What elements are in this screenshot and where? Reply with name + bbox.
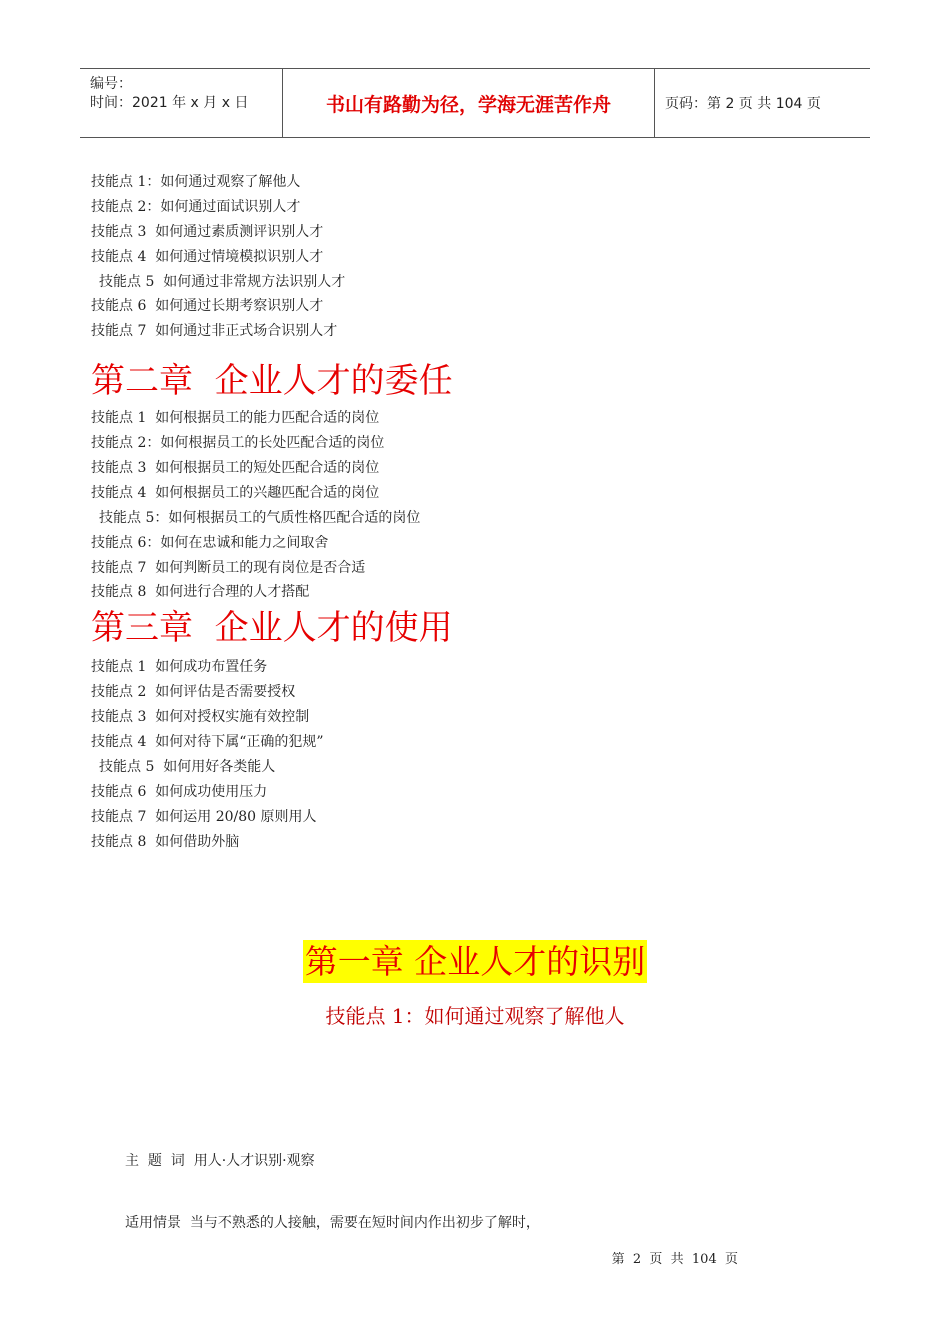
header-page-info: 页码：第 2 页 共 104 页 bbox=[665, 96, 821, 112]
page-footer: 第 2 页 共 104 页 bbox=[611, 1252, 738, 1267]
toc-item: 技能点 2：如何根据员工的长处匹配合适的岗位 bbox=[91, 435, 385, 452]
toc-item: 技能点 1 如何根据员工的能力匹配合适的岗位 bbox=[91, 410, 380, 427]
toc-item: 技能点 5：如何根据员工的气质性格匹配合适的岗位 bbox=[99, 509, 421, 526]
toc-item: 技能点 2 如何评估是否需要授权 bbox=[91, 684, 296, 701]
toc-item: 技能点 4 如何通过情境模拟识别人才 bbox=[91, 248, 324, 265]
toc-item: 技能点 6 如何通过长期考察识别人才 bbox=[91, 298, 324, 315]
toc-item: 技能点 8 如何借助外脑 bbox=[91, 833, 240, 850]
chapter3-skill-list bbox=[91, 655, 791, 854]
chapter1-skill-list bbox=[91, 170, 791, 344]
toc-item: 技能点 7 如何运用 20/80 原则用人 bbox=[91, 808, 317, 825]
toc-item: 技能点 3 如何根据员工的短处匹配合适的岗位 bbox=[91, 460, 380, 477]
scenario-line: 适用情景 当与不熟悉的人接触，需要在短时间内作出初步了解时， bbox=[125, 1215, 540, 1231]
chapter1-heading-highlighted: 第一章 企业人才的识别 bbox=[304, 942, 646, 981]
toc-item: 技能点 7 如何通过非正式场合识别人才 bbox=[91, 323, 338, 340]
document-number-label: 编号： bbox=[90, 76, 132, 92]
document-date: 时间：2021 年 x 月 x 日 bbox=[90, 95, 249, 111]
page-header bbox=[80, 68, 870, 138]
chapter3-heading: 第三章 企业人才的使用 bbox=[91, 608, 453, 649]
toc-item: 技能点 6 如何成功使用压力 bbox=[91, 783, 268, 800]
toc-item: 技能点 1：如何通过观察了解他人 bbox=[91, 174, 301, 190]
toc-item: 技能点 2：如何通过面试识别人才 bbox=[91, 198, 301, 215]
toc-item: 技能点 1 如何成功布置任务 bbox=[91, 659, 268, 676]
toc-item: 技能点 8 如何进行合理的人才搭配 bbox=[91, 584, 310, 601]
section-skill-title: 技能点 1：如何通过观察了解他人 bbox=[325, 1004, 625, 1028]
toc-item: 技能点 6：如何在忠诚和能力之间取舍 bbox=[91, 534, 329, 551]
table-of-contents bbox=[91, 170, 791, 854]
keywords-line: 主 题 词 用人·人才识别·观察 bbox=[125, 1153, 315, 1169]
chapter2-heading: 第二章 企业人才的委任 bbox=[91, 361, 453, 402]
toc-item: 技能点 4 如何对待下属“正确的犯规” bbox=[91, 734, 324, 751]
toc-item: 技能点 5 如何通过非常规方法识别人才 bbox=[99, 273, 346, 290]
header-motto: 书山有路勤为径，学海无涯苦作舟 bbox=[283, 69, 655, 137]
toc-item: 技能点 3 如何对授权实施有效控制 bbox=[91, 709, 310, 726]
toc-item: 技能点 5 如何用好各类能人 bbox=[99, 758, 276, 775]
toc-item: 技能点 7 如何判断员工的现有岗位是否合适 bbox=[91, 559, 366, 576]
section-chapter-title bbox=[0, 940, 950, 984]
toc-item: 技能点 3 如何通过素质测评识别人才 bbox=[91, 223, 324, 240]
toc-item: 技能点 4 如何根据员工的兴趣匹配合适的岗位 bbox=[91, 484, 380, 501]
chapter2-skill-list bbox=[91, 406, 791, 605]
header-meta-cell bbox=[80, 69, 283, 137]
